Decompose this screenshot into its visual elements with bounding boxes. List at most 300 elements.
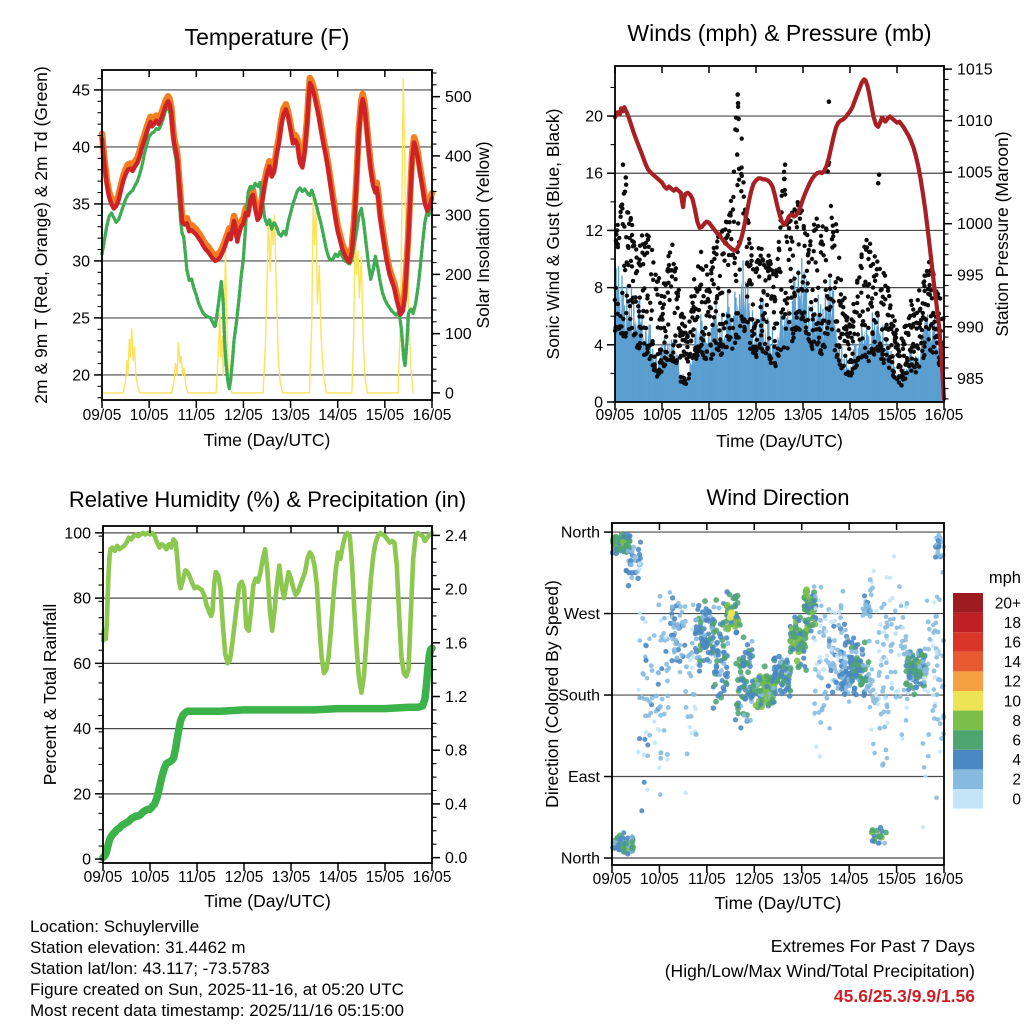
- wind-dir-dot: [935, 663, 940, 668]
- wind-dir-dot: [935, 651, 939, 655]
- wind-dir-dot: [638, 638, 643, 643]
- wind-dir-dot: [905, 655, 911, 661]
- wind-dir-dot: [778, 660, 783, 665]
- wind-dir-dot: [684, 705, 689, 710]
- gust-dot: [622, 191, 626, 195]
- gust-dot: [671, 343, 675, 347]
- gust-dot: [675, 359, 679, 363]
- wind-dir-dot: [779, 691, 784, 696]
- gust-dot: [760, 329, 764, 333]
- gust-dot: [673, 333, 677, 337]
- wind-dir-dot: [849, 678, 855, 684]
- gust-dot: [789, 236, 793, 240]
- wind-dir-dot: [869, 728, 873, 732]
- wind-dir-dot: [691, 603, 696, 608]
- gust-dot: [790, 239, 794, 243]
- wind-dir-dot: [690, 627, 694, 631]
- gust-dot: [709, 343, 713, 347]
- gust-dot: [672, 262, 676, 266]
- gust-dot: [645, 350, 649, 354]
- wind-dir-dot: [626, 549, 631, 554]
- wind-dir-dot: [642, 780, 647, 785]
- wind-dir-dot: [713, 699, 719, 705]
- wind-dir-dot: [802, 664, 807, 669]
- gust-dot: [787, 226, 791, 230]
- wind-dir-dot: [721, 650, 726, 655]
- wind-dir-dot: [683, 791, 687, 795]
- gust-dot: [837, 358, 841, 362]
- y-tick-label: West: [563, 606, 600, 624]
- wind-dir-dot: [659, 666, 664, 671]
- wind-dir-dot: [830, 690, 835, 695]
- gust-dot: [732, 170, 736, 174]
- gust-dot: [878, 267, 882, 271]
- gust-dot: [821, 253, 825, 257]
- wind-dir-dot: [724, 589, 729, 594]
- wind-dir-dot: [687, 652, 692, 657]
- gust-dot: [873, 279, 877, 283]
- gust-dot: [650, 339, 654, 343]
- wind-dir-dot: [745, 669, 751, 675]
- gust-dot: [837, 256, 841, 260]
- wind-dir-dot: [914, 685, 919, 690]
- wind-dir-dot: [658, 638, 663, 643]
- gust-dot: [884, 353, 888, 357]
- gust-dot: [795, 225, 799, 229]
- wind-dir-dot: [738, 725, 743, 730]
- wind-dir-dot: [847, 699, 852, 704]
- gust-dot: [756, 319, 760, 323]
- wind-dir-dot: [618, 837, 623, 842]
- gust-dot: [630, 326, 634, 330]
- wind-dir-dot: [853, 674, 858, 679]
- wind-dir-dot: [884, 657, 888, 661]
- wind-dir-dot: [710, 645, 715, 650]
- gust-dot: [816, 224, 820, 228]
- gust-dot: [673, 311, 677, 315]
- colorbar-cell: [953, 652, 983, 672]
- gust-dot: [831, 299, 835, 303]
- gust-dot: [620, 291, 624, 295]
- wind-direction-dots: [610, 532, 946, 857]
- gust-dot: [880, 352, 884, 356]
- colorbar-label: 6: [1012, 732, 1021, 750]
- gust-dot: [663, 363, 667, 367]
- gust-dot: [889, 343, 893, 347]
- wind-dir-dot: [734, 629, 739, 634]
- colorbar-label: 16: [1003, 634, 1021, 652]
- wind-dir-dot: [857, 668, 862, 673]
- gust-dot: [665, 350, 669, 354]
- gust-dot: [890, 314, 894, 318]
- x-tick-label: 13/05: [271, 869, 311, 886]
- wind-dir-dot: [821, 667, 825, 671]
- gust-dot: [851, 324, 855, 328]
- wind-dir-dot: [877, 673, 882, 678]
- gust-dot: [711, 352, 715, 356]
- wind-dir-dot: [664, 662, 669, 667]
- gust-dot: [752, 332, 756, 336]
- gust-dot: [777, 240, 781, 244]
- temperature-xlabel: Time (Day/UTC): [203, 430, 331, 450]
- wind-dir-dot: [884, 661, 889, 666]
- wind-dir-dot: [874, 609, 878, 613]
- wind-dir-dot: [833, 680, 838, 685]
- colorbar-title: mph: [988, 569, 1021, 587]
- wind-dir-dot: [901, 626, 905, 630]
- wind-dir-dot: [920, 741, 925, 746]
- wind-dir-dot: [888, 599, 892, 603]
- gust-dot: [764, 320, 768, 324]
- wind-dir-dot: [629, 575, 634, 580]
- extremes-subtitle: (High/Low/Max Wind/Total Precipitation): [664, 961, 975, 981]
- gust-dot: [641, 262, 645, 266]
- gust-dot: [824, 258, 828, 262]
- wind-dir-dot: [866, 672, 871, 677]
- wind-dir-dot: [818, 623, 822, 627]
- wind-dir-dot: [862, 593, 867, 598]
- gust-dot: [819, 352, 823, 356]
- gust-outlier-dot: [624, 175, 629, 180]
- gust-dot: [691, 333, 695, 337]
- gust-dot: [658, 301, 662, 305]
- wind-dir-dot: [894, 625, 899, 630]
- wind-dir-dot: [642, 737, 647, 742]
- wind-dir-dot: [884, 614, 889, 619]
- wind-dir-dot: [936, 544, 941, 549]
- gust-dot: [834, 280, 838, 284]
- wind-dir-dot: [885, 705, 889, 709]
- gust-dot: [868, 250, 872, 254]
- gust-dot: [805, 269, 809, 273]
- y-tick-label: 500: [445, 89, 472, 107]
- wind-dir-dot: [613, 534, 619, 540]
- gust-dot: [715, 239, 719, 243]
- gust-dot: [715, 245, 719, 249]
- temperature-ylabel-right: Solar Insolation (Yellow): [473, 141, 493, 329]
- wind-dir-dot: [933, 554, 938, 559]
- wind-dir-dot: [888, 617, 892, 621]
- y-tick-label: 30: [72, 253, 90, 271]
- gust-dot: [733, 341, 737, 345]
- gust-dot: [809, 300, 813, 304]
- wind-dir-dot: [616, 546, 622, 552]
- gust-dot: [876, 313, 880, 317]
- gust-dot: [711, 265, 715, 269]
- gust-dot: [699, 283, 703, 287]
- gust-dot: [831, 230, 835, 234]
- wind-dir-dot: [851, 636, 856, 641]
- wind-dir-dot: [868, 689, 873, 694]
- gust-dot: [842, 364, 846, 368]
- gust-dot: [805, 281, 809, 285]
- wind-dir-dot: [734, 614, 740, 620]
- wind-dir-dot: [884, 575, 888, 579]
- gust-dot: [730, 347, 734, 351]
- gust-dot: [685, 345, 689, 349]
- gust-dot: [712, 257, 716, 261]
- gust-dot: [662, 295, 666, 299]
- wind-dir-dot: [688, 725, 692, 729]
- gust-dot: [871, 285, 875, 289]
- gust-dot: [716, 286, 720, 290]
- wind-dir-dot: [689, 674, 694, 679]
- wind-dir-dot: [697, 628, 703, 634]
- gust-dot: [631, 279, 635, 283]
- wind-dir-dot: [697, 658, 703, 664]
- temperature-ylabel-left: 2m & 9m T (Red, Orange) & 2m Td (Green): [31, 66, 51, 404]
- wind-dir-dot: [829, 647, 833, 651]
- wind-dir-dot: [833, 666, 838, 671]
- wind-dir-dot: [764, 673, 770, 679]
- gust-dot: [881, 302, 885, 306]
- wind-dir-dot: [773, 664, 778, 669]
- gust-dot: [705, 272, 709, 276]
- gust-dot: [783, 188, 787, 192]
- gust-dot: [813, 260, 817, 264]
- gust-dot: [773, 297, 777, 301]
- wind-dir-dot: [669, 658, 674, 663]
- wind-dir-dot: [902, 644, 907, 649]
- gust-outlier-dot: [735, 152, 740, 157]
- gust-dot: [638, 341, 642, 345]
- gust-dot: [734, 279, 738, 283]
- gust-dot: [816, 286, 820, 290]
- wind-dir-dot: [833, 611, 837, 615]
- gust-dot: [748, 341, 752, 345]
- wind-dir-dot: [923, 774, 927, 778]
- wind-dir-dot: [932, 600, 936, 604]
- gust-dot: [654, 287, 658, 291]
- gust-dot: [677, 288, 681, 292]
- wind-dir-dot: [745, 717, 750, 722]
- gust-dot: [653, 273, 657, 277]
- gust-dot: [726, 263, 730, 267]
- wind-dir-dot: [796, 618, 801, 623]
- gust-dot: [745, 294, 749, 298]
- wind-dir-dot: [911, 667, 917, 673]
- x-tick-label: 14/05: [830, 407, 870, 424]
- gust-outlier-dot: [782, 177, 787, 182]
- gust-dot: [686, 359, 690, 363]
- gust-dot: [710, 323, 714, 327]
- wind-dir-dot: [766, 701, 772, 707]
- gust-dot: [819, 234, 823, 238]
- wind_direction-title: Wind Direction: [706, 485, 850, 510]
- gust-dot: [738, 324, 742, 328]
- y-tick-label: East: [567, 769, 600, 787]
- gust-dot: [830, 327, 834, 331]
- gust-dot: [790, 285, 794, 289]
- wind-dir-dot: [646, 754, 651, 759]
- wind-dir-dot: [832, 638, 837, 643]
- wind-dir-dot: [886, 710, 891, 715]
- wind-dir-dot: [724, 626, 731, 633]
- wind-dir-dot: [734, 702, 740, 708]
- gust-dot: [749, 246, 753, 250]
- gust-dot: [634, 300, 638, 304]
- wind-dir-dot: [654, 709, 659, 714]
- wind-dir-dot: [735, 593, 741, 599]
- gust-dot: [626, 210, 630, 214]
- wind-dir-dot: [678, 670, 683, 675]
- wind-dir-dot: [647, 637, 652, 642]
- total-rainfall-line: [103, 648, 432, 857]
- wind-dir-dot: [685, 751, 690, 756]
- gust-dot: [927, 283, 931, 287]
- gust-dot: [701, 338, 705, 342]
- gust-dot: [788, 247, 792, 251]
- wind-dir-dot: [840, 589, 845, 594]
- gust-dot: [720, 291, 724, 295]
- wind-dir-dot: [870, 827, 876, 833]
- wind-dir-dot: [926, 689, 930, 693]
- gust-dot: [640, 315, 644, 319]
- wind-dir-dot: [897, 584, 902, 589]
- gust-dot: [807, 332, 811, 336]
- wind-dir-dot: [838, 603, 843, 608]
- winds-title: Winds (mph) & Pressure (mb): [627, 20, 932, 46]
- gust-dot: [724, 320, 728, 324]
- gust-dot: [922, 353, 926, 357]
- gust-dot: [792, 292, 796, 296]
- wind-dir-dot: [936, 538, 941, 543]
- wind-dir-dot: [874, 698, 879, 703]
- y-tick-label: 20: [585, 108, 603, 126]
- gust-dot: [763, 311, 767, 315]
- gust-dot: [731, 195, 735, 199]
- wind-dir-dot: [637, 567, 641, 571]
- y-tick-label: 0.0: [445, 850, 468, 868]
- gust-dot: [736, 221, 740, 225]
- wind-dir-dot: [917, 664, 922, 669]
- wind-dir-dot: [847, 683, 852, 688]
- wind-dir-dot: [678, 613, 683, 618]
- wind-dir-dot: [881, 642, 886, 647]
- wind-dir-dot: [743, 696, 748, 701]
- wind-dir-dot: [876, 702, 880, 706]
- wind-dir-dot: [933, 628, 938, 633]
- gust-dot: [649, 272, 653, 276]
- wind-dir-dot: [621, 534, 626, 539]
- gust-dot: [699, 250, 703, 254]
- wind-dir-dot: [932, 704, 937, 709]
- wind-dir-dot: [812, 584, 817, 589]
- gust-dot: [849, 373, 853, 377]
- gust-dot: [651, 278, 655, 282]
- wind-dir-dot: [904, 718, 909, 723]
- gust-dot: [855, 301, 859, 305]
- wind-dir-dot: [818, 754, 822, 758]
- gust-dot: [911, 307, 915, 311]
- wind-dir-dot: [884, 634, 889, 639]
- gust-dot: [868, 242, 872, 246]
- wind-dir-dot: [694, 636, 699, 641]
- gust-dot: [860, 266, 864, 270]
- wind-dir-dot: [638, 540, 643, 545]
- wind-dir-dot: [719, 668, 724, 673]
- wind-dir-dot: [877, 726, 882, 731]
- wind-dir-dot: [878, 825, 884, 831]
- gust-dot: [667, 298, 671, 302]
- wind-dir-dot: [933, 675, 937, 679]
- gust-dot: [663, 329, 667, 333]
- x-tick-label: 13/05: [271, 407, 310, 424]
- y-tick-label: 0: [445, 385, 454, 403]
- wind-dir-dot: [893, 609, 898, 614]
- gust-dot: [785, 301, 789, 305]
- gust-dot: [909, 369, 913, 373]
- wind-dir-dot: [802, 632, 808, 638]
- gust-dot: [771, 285, 775, 289]
- wind-dir-dot: [870, 667, 875, 672]
- wind-dir-dot: [932, 669, 937, 674]
- wind-dir-dot: [629, 562, 634, 567]
- wind-dir-dot: [883, 696, 887, 700]
- wind-dir-dot: [885, 675, 890, 680]
- gust-dot: [703, 356, 707, 360]
- wind-dir-dot: [644, 730, 648, 734]
- wind-dir-dot: [903, 681, 909, 687]
- wind-dir-dot: [616, 847, 621, 852]
- humidity-xlabel: Time (Day/UTC): [204, 891, 331, 911]
- x-tick-label: 14/05: [318, 407, 358, 424]
- wind-dir-dot: [640, 671, 645, 676]
- wind-dir-dot: [702, 598, 708, 604]
- wind-dir-dot: [877, 833, 883, 839]
- gust-dot: [718, 274, 722, 278]
- gust-dot: [757, 274, 761, 278]
- gust-dot: [769, 262, 773, 266]
- wind-dir-dot: [658, 594, 663, 599]
- wind-dir-dot: [823, 614, 828, 619]
- wind-dir-dot: [639, 808, 644, 813]
- wind_direction-chart: [542, 485, 1021, 913]
- gust-dot: [787, 258, 791, 262]
- gust-dot: [645, 251, 649, 255]
- gust-dot: [863, 346, 867, 350]
- wind-dir-dot: [803, 588, 809, 594]
- wind-dir-dot: [795, 647, 801, 653]
- wind-dir-dot: [675, 655, 680, 660]
- gust-dot: [812, 312, 816, 316]
- wind-dir-dot: [838, 615, 843, 620]
- gust-dot: [807, 260, 811, 264]
- gust-dot: [851, 319, 855, 323]
- gust-dot: [828, 273, 832, 277]
- gust-dot: [791, 253, 795, 257]
- gust-dot: [905, 371, 909, 375]
- gust-dot: [628, 317, 632, 321]
- wind-dir-dot: [893, 631, 897, 635]
- wind-dir-dot: [616, 842, 621, 847]
- gust-dot: [637, 346, 641, 350]
- colorbar-label: 14: [1003, 654, 1021, 672]
- gust-dot: [749, 253, 753, 257]
- wind-dir-dot: [926, 619, 931, 624]
- colorbar-label: 10: [1003, 693, 1021, 711]
- gust-dot: [899, 383, 903, 387]
- wind-dir-dot: [922, 765, 927, 770]
- gust-dot: [812, 249, 816, 253]
- wind-dir-dot: [656, 602, 661, 607]
- wind-dir-dot: [662, 728, 667, 733]
- wind-dir-dot: [645, 676, 649, 680]
- x-tick-label: 15/05: [365, 407, 405, 424]
- wind-dir-dot: [814, 745, 818, 749]
- wind-dir-dot: [820, 706, 825, 711]
- gust-dot: [616, 223, 620, 227]
